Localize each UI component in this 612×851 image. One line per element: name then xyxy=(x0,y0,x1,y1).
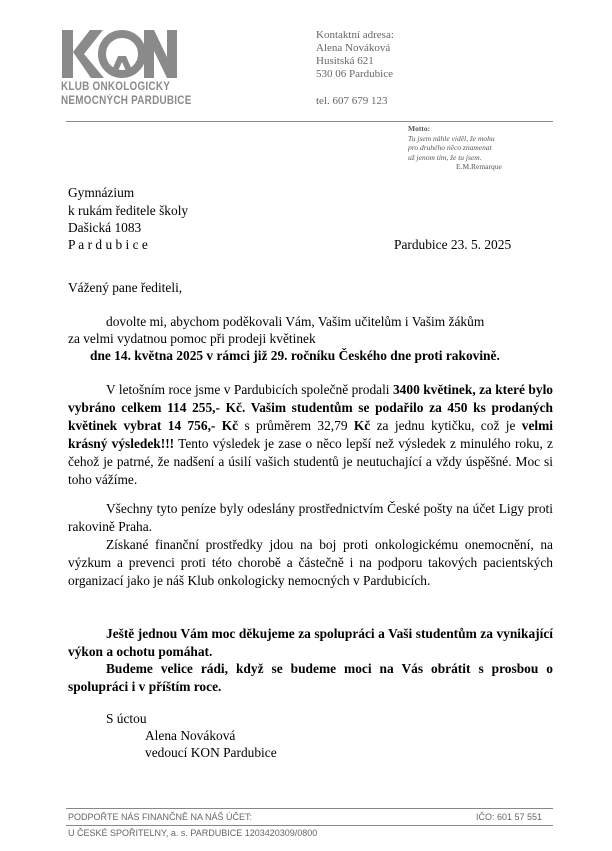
logo-text-line1: KLUB ONKOLOGICKY xyxy=(61,81,171,93)
p1-bold-line: dne 14. května 2025 v rámci již 29. ročníku Českého dne proti rakovině. xyxy=(90,348,500,363)
text-segment: za jednu kytičku, což je xyxy=(370,418,522,433)
paragraph-results xyxy=(68,381,553,489)
motto-author: E.M.Remarque xyxy=(456,162,502,171)
motto-line: Tu jsem náhle viděl, že mohu xyxy=(408,133,495,143)
text-segment: 3400 květinek, za které bylo vybráno celkem 114 255,- Kč. Vašim studentům se podařilo za 450 ks prodaných květinek vybrat 14 756,- Kč xyxy=(68,382,553,433)
text-segment: Kč xyxy=(353,418,371,433)
paragraph-use-of-funds: Získané finanční prostředky jdou na boj proti onkologickému onemocnění, na výzkum a prevenci proti této chorobě a částečně i na podporu takových pacientských organizací jako je náš Klub onkologicky nemocných v Pardubicích. xyxy=(68,537,553,588)
text-segment: V letošním roce jsme v Pardubicích společně prodali xyxy=(106,382,393,397)
recipient-line: k rukám ředitele školy xyxy=(68,203,189,218)
recipient-line: Dašická 1083 xyxy=(68,220,142,235)
motto-line: pro druhého něco znamenat xyxy=(408,143,492,152)
text-segment: velmi krásný výsledek!!! xyxy=(68,418,553,451)
closing: S úctou xyxy=(106,711,147,726)
text-segment: Tento výsledek je zase o něco lepší než výsledek z minulého roku, z čehož je patrné, že nadšení a úsilí vašich studentů je neutuchající a vždy úspěšné. Moc si toho vážíme. xyxy=(68,436,553,487)
motto xyxy=(408,124,502,172)
contact-label: Kontaktní adresa: xyxy=(316,29,394,41)
paragraph-future: Budeme velice rádi, když se budeme moci na Vás obrátit s prosbou o spolupráci i v příštím roce. xyxy=(68,661,553,694)
letter-date: Pardubice 23. 5. 2025 xyxy=(394,237,512,252)
footer-ico: IČO: 601 57 551 xyxy=(476,812,543,822)
contact-street: Husitská 621 xyxy=(316,55,374,67)
greeting: Vážený pane řediteli, xyxy=(68,280,183,295)
p1-line2: za velmi vydatnou pomoc při prodeji květinek xyxy=(68,331,316,346)
text-segment: s průměrem 32,79 xyxy=(238,418,354,433)
footer-divider xyxy=(66,825,553,826)
contact-city: 530 06 Pardubice xyxy=(316,68,393,80)
header-divider xyxy=(66,121,553,122)
motto-line: už jenom tím, že tu jsem. xyxy=(408,152,482,162)
paragraph-thanks: Ještě jednou Vám moc děkujeme za spolupráci a Vaši studentům za vynikající výkon a ochotu pomáhat. xyxy=(68,626,553,659)
paragraph-sent: Všechny tyto peníze byly odeslány prostřednictvím České pošty na účet Ligy proti rakovině Praha. xyxy=(68,501,553,534)
logo-text-line2: NEMOCNÝCH PARDUBICE xyxy=(61,95,192,107)
contact-name: Alena Nováková xyxy=(316,42,391,54)
footer-support: PODPOŘTE NÁS FINANČNĚ NA NÁŠ ÚČET: xyxy=(68,812,253,822)
signer-title: vedoucí KON Pardubice xyxy=(145,745,277,760)
footer-divider xyxy=(66,808,553,809)
footer-bank: U ČESKÉ SPOŘITELNY, a. s. PARDUBICE 1203420309/0800 xyxy=(68,828,318,838)
p1-line1: dovolte mi, abychom poděkovali Vám, Vašim učitelům i Vašim žákům xyxy=(106,314,485,329)
signer-name: Alena Nováková xyxy=(145,728,236,743)
motto-label: Motto: xyxy=(408,124,431,133)
recipient-line: Gymnázium xyxy=(68,185,135,200)
kon-logo xyxy=(60,26,180,80)
recipient-city: P a r d u b i c e xyxy=(68,237,148,252)
contact-phone: tel. 607 679 123 xyxy=(316,95,388,107)
